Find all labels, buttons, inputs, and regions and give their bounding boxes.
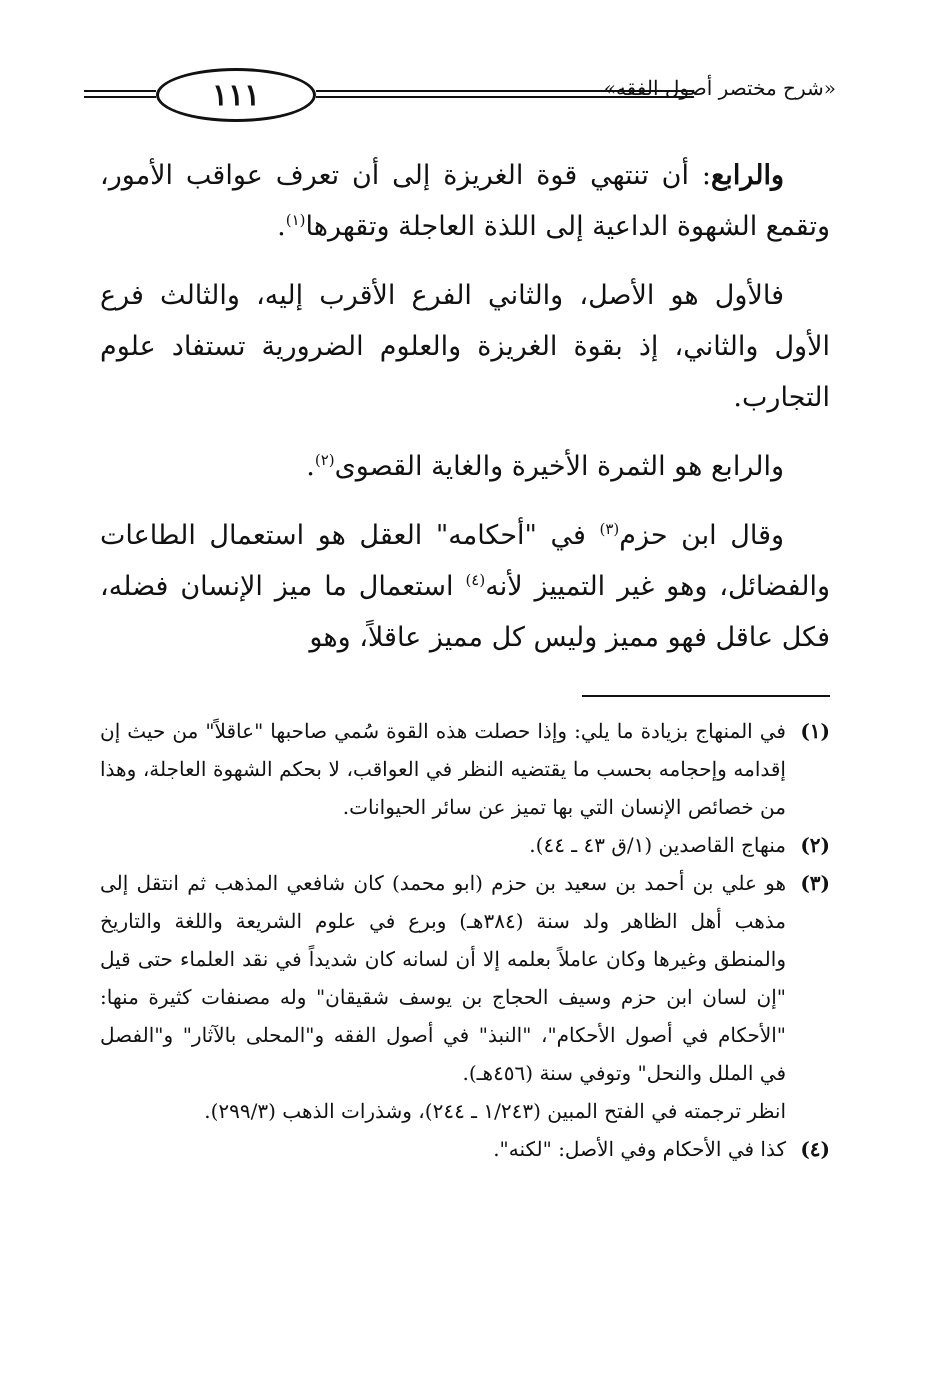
main-text [100, 150, 830, 681]
footnote-text [100, 826, 786, 864]
page-number: ١١١ [156, 68, 316, 122]
footnote-number: (٤) [800, 1137, 830, 1161]
footnote-separator [582, 695, 830, 697]
paragraph-3-end: . [306, 451, 315, 482]
paragraph-3-text: والرابع هو الثمرة الأخيرة والغاية القصوى [334, 451, 784, 482]
footnote-text [100, 1130, 786, 1168]
paragraph-1-end: . [277, 211, 286, 242]
footnote-line: منهاج القاصدين (١/ق ٤٣ ـ ٤٤). [529, 833, 786, 857]
paragraph-1 [100, 150, 830, 252]
paragraph-4-c: استعمال ما ميز الإنسان فضله، فكل عاقل فهو مميز وليس كل مميز عاقلاً، وهو [100, 571, 830, 653]
paragraph-1-lead: والرابع [710, 160, 784, 191]
footnote-text [100, 712, 786, 826]
paragraph-2: فالأول هو الأصل، والثاني الفرع الأقرب إليه، والثالث فرع الأول والثاني، إذ بقوة الغريزة والعلوم الضرورية تستفاد علوم التجارب. [100, 280, 830, 413]
footnote-number: (١) [800, 719, 830, 743]
footnote-text [100, 864, 786, 1130]
footnote-line: هو علي بن أحمد بن سعيد بن حزم (ابو محمد) كان شافعي المذهب ثم انتقل إلى مذهب أهل الظاهر ولد سنة (٣٨٤هـ) وبرع في علوم الشريعة واللغة والتاريخ والمنطق وغيرها وكان عاملاً بعلمه إلا أن لسانه كان شديداً في نقد العلماء حتى قيل "إن لسان ابن حزم وسيف الحجاج بن يوسف شقيقان" وله مصنفات كثيرة منها: "الأحكام في أصول الأحكام"، "النبذ" في أصول الفقه و"المحلى بالآثار" و"الفصل في الملل والنحل" وتوفي سنة (٤٥٦هـ). [100, 871, 787, 1085]
paragraph-1-text: : أن تنتهي قوة الغريزة إلى أن تعرف عواقب الأمور، وتقمع الشهوة الداعية إلى اللذة العاجلة وتقهرها [100, 160, 830, 242]
footnote-line: كذا في الأحكام وفي الأصل: "لكنه". [493, 1137, 786, 1161]
page-header [84, 62, 836, 126]
footnote-number: (٢) [800, 833, 830, 857]
footnote-ref-3[interactable]: (٣) [599, 520, 620, 538]
footnote-1 [100, 712, 830, 826]
footnote-4 [100, 1130, 830, 1168]
footnote-line: انظر ترجمته في الفتح المبين (١/٢٤٣ ـ ٢٤٤)، وشذرات الذهب (٢٩٩/٣). [204, 1099, 786, 1123]
footnote-2 [100, 826, 830, 864]
paragraph-4-b: في "أحكامه" العقل هو استعمال الطاعات والفضائل، وهو غير التمييز لأنه [100, 520, 830, 602]
footnote-ref-1[interactable]: (١) [285, 211, 306, 229]
paragraph-4-a: وقال ابن حزم [619, 520, 785, 551]
header-rule-left [84, 90, 156, 98]
paragraph-4 [100, 510, 830, 663]
footnotes [100, 712, 830, 1168]
footnote-ref-2[interactable]: (٢) [314, 451, 335, 469]
footnote-line: في المنهاج بزيادة ما يلي: وإذا حصلت هذه القوة سُمي صاحبها "عاقلاً" من حيث إن إقدامه وإحجامه بحسب ما يقتضيه النظر في العواقب، لا بحكم الشهوة العاجلة، وهذا من خصائص الإنسان التي بها تميز عن سائر الحيوانات. [100, 719, 786, 819]
footnote-ref-4[interactable]: (٤) [465, 571, 486, 589]
paragraph-3 [100, 441, 830, 492]
footnote-number: (٣) [800, 871, 830, 895]
book-title: «شرح مختصر أصول الفقه» [603, 76, 836, 100]
footnote-3 [100, 864, 830, 1130]
